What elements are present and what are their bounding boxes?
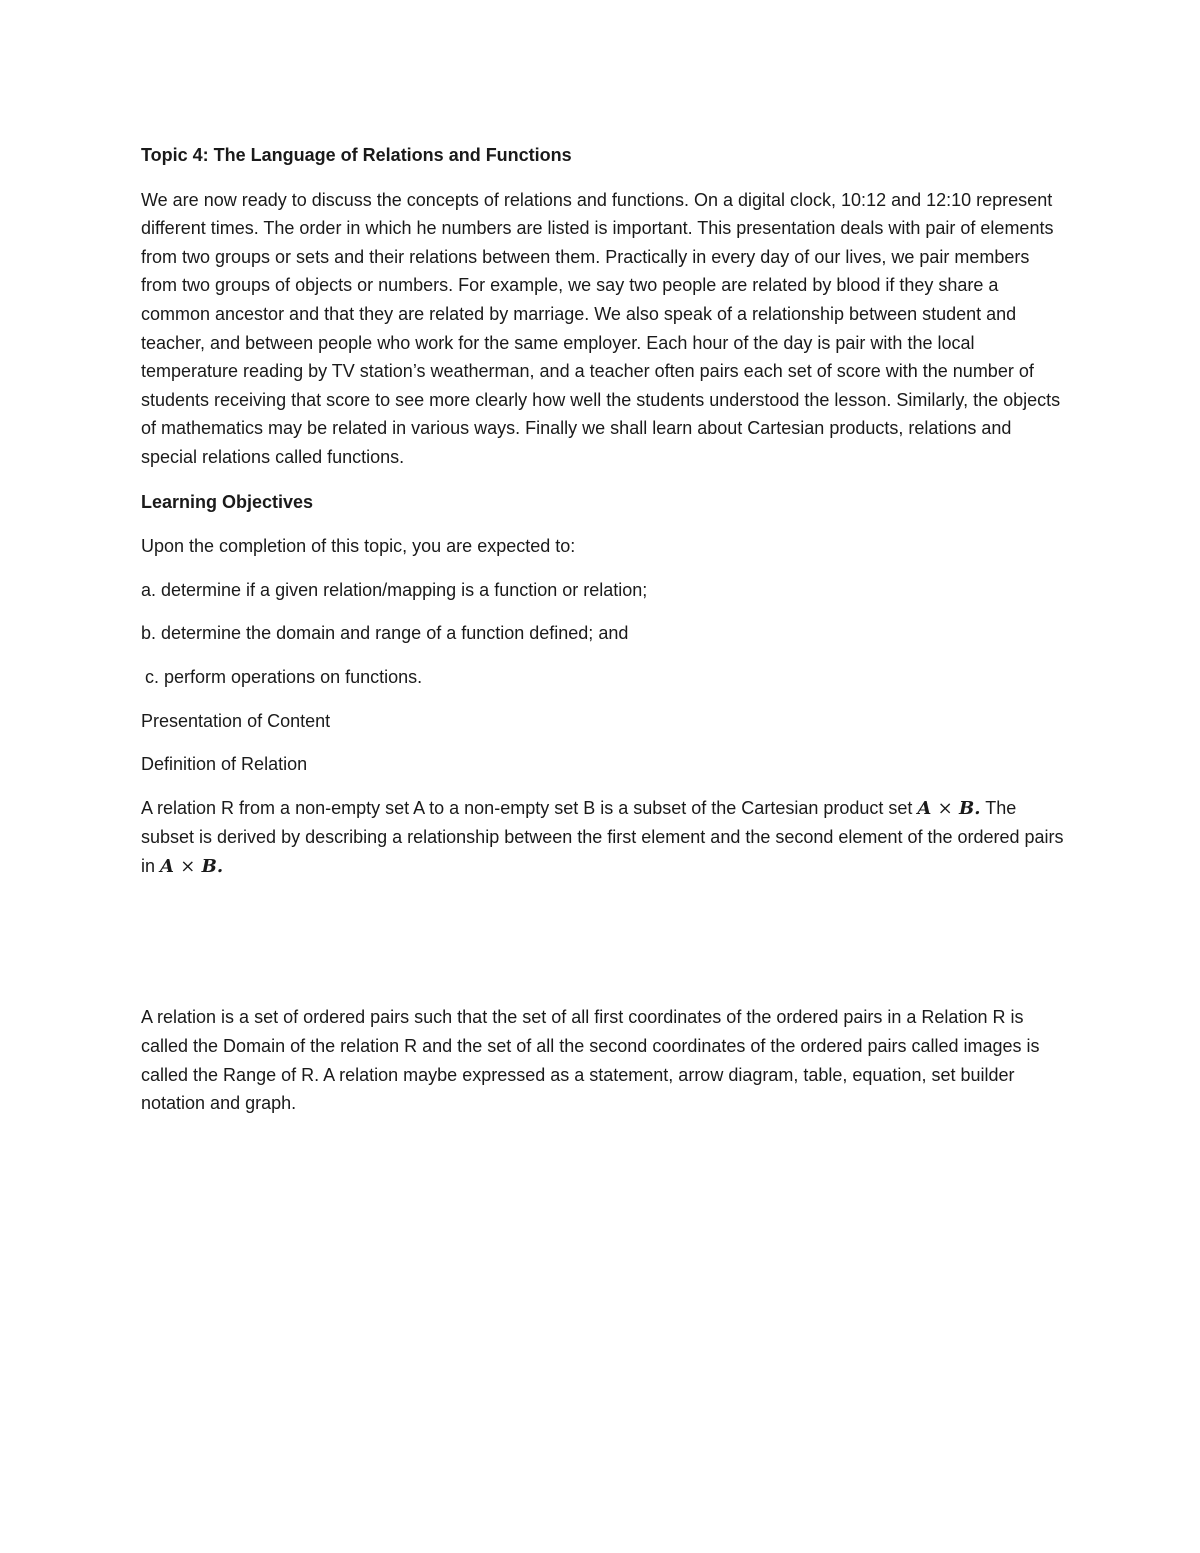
math-times: × (180, 855, 196, 877)
math-product-2 (160, 856, 223, 877)
objectives-lead: Upon the completion of this topic, you are expected to: (141, 536, 576, 557)
math-set-a: A (917, 797, 932, 819)
math-product-1 (917, 798, 980, 819)
relation-paragraph: A relation is a set of ordered pairs such that the set of all first coordinates of the ordered pairs in a Relation R is called the Domain of the relation R and the set of all the second coordinates of the ordered pairs called images is called the Range of R. A relation maybe expressed as a statement, arrow diagram, table, equation, set builder notation and graph. (141, 1007, 1040, 1114)
objectives-heading: Learning Objectives (141, 491, 314, 512)
document-body (141, 141, 1066, 1118)
definition-text-1: A relation R from a non-empty set A to a non-empty set B is a subset of the Cartesian product set (141, 797, 918, 818)
math-set-b: B (201, 855, 217, 877)
intro-paragraph: We are now ready to discuss the concepts of relations and functions. On a digital clock, 10:12 and 12:10 represent different times. The order in which he numbers are listed is important. This presentation deals with pair of elements from two groups or sets and their relations between them. Practically in every day of our lives, we pair members from two groups of objects or numbers. For example, we say two people are related by blood if they share a common ancestor and that they are related by marriage. We also speak of a relationship between student and teacher, and between people who work for the same employer. Each hour of the day is pair with the local temperature reading by TV station’s weatherman, and a teacher often pairs each set of score with the number of students receiving that score to see more clearly how well the students understood the lesson. Similarly, the objects of mathematics may be related in various ways. Finally we shall learn about Cartesian products, relations and special relations called functions. (141, 189, 1061, 467)
math-period: . (974, 797, 981, 819)
math-period: . (216, 855, 224, 877)
page-title: Topic 4: The Language of Relations and Functions (141, 145, 572, 165)
math-set-b: B (959, 797, 975, 819)
blank-space (141, 881, 1066, 988)
math-times: × (937, 797, 953, 819)
objective-a: a. determine if a given relation/mapping is a function or relation; (141, 579, 648, 600)
math-set-a: A (160, 855, 174, 877)
objective-c: c. perform operations on functions. (145, 666, 423, 687)
objective-b: b. determine the domain and range of a function defined; and (141, 623, 629, 644)
definition-paragraph (141, 794, 1066, 882)
definition-heading: Definition of Relation (141, 754, 308, 775)
definition-text-2: The subset is derived by describing a relationship between the first element and the second element of the ordered pairs in (141, 797, 1064, 876)
presentation-heading: Presentation of Content (141, 710, 331, 731)
